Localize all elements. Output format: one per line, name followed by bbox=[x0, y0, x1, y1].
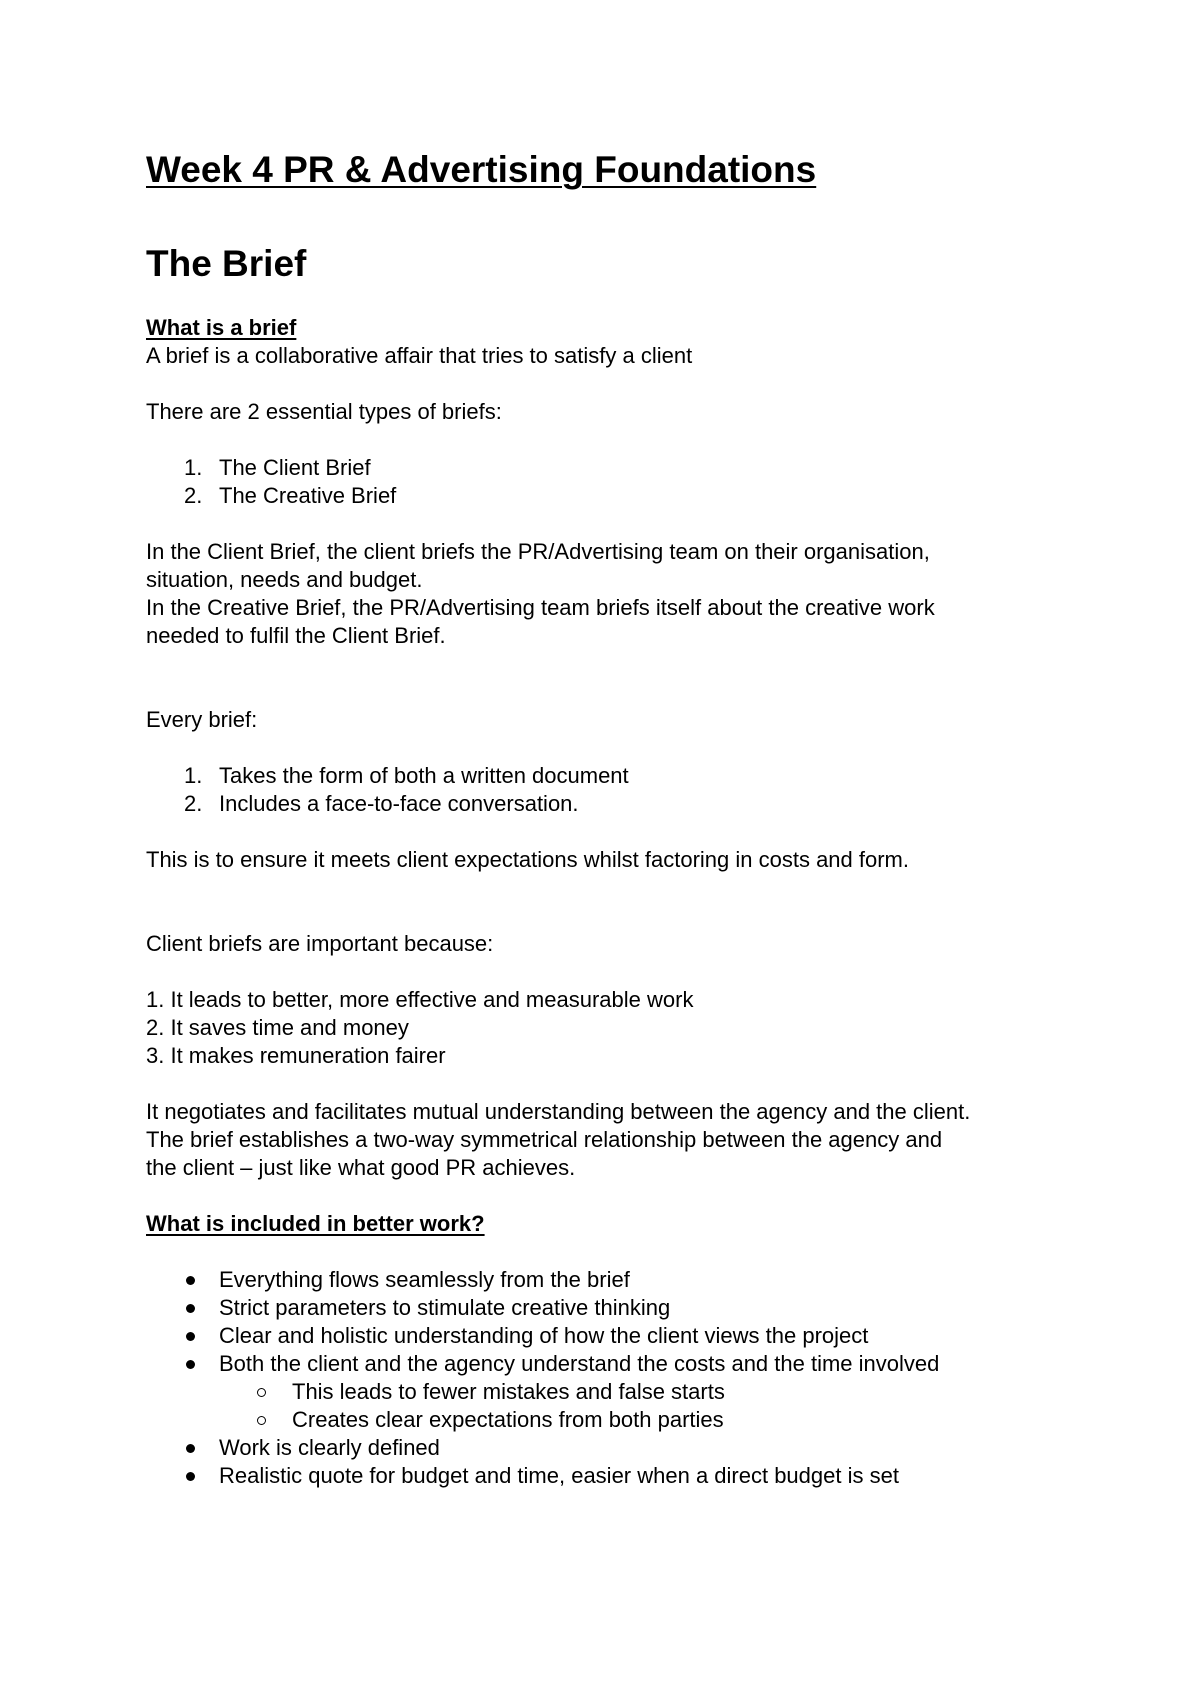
brief-definition: A brief is a collaborative affair that tries to satisfy a client bbox=[146, 343, 693, 368]
bullet-icon bbox=[186, 1332, 195, 1341]
paragraph-line: needed to fulfil the Client Brief. bbox=[146, 623, 446, 648]
hollow-bullet-icon bbox=[257, 1416, 266, 1425]
paragraph-line: the client – just like what good PR achieves. bbox=[146, 1155, 576, 1180]
paragraph-line: situation, needs and budget. bbox=[146, 567, 423, 592]
every-brief-intro: Every brief: bbox=[146, 707, 258, 732]
paragraph-line: In the Creative Brief, the PR/Advertising team briefs itself about the creative work bbox=[146, 595, 935, 620]
bullet-icon bbox=[186, 1360, 195, 1369]
importance-intro: Client briefs are important because: bbox=[146, 931, 494, 956]
types-intro: There are 2 essential types of briefs: bbox=[146, 399, 502, 424]
paragraph-line: The brief establishes a two-way symmetrical relationship between the agency and bbox=[146, 1127, 943, 1152]
paragraph-line: It negotiates and facilitates mutual understanding between the agency and the client. bbox=[146, 1099, 971, 1124]
document-title: Week 4 PR & Advertising Foundations bbox=[146, 149, 817, 190]
what-is-brief-heading: What is a brief bbox=[146, 315, 297, 340]
hollow-bullet-icon bbox=[257, 1388, 266, 1397]
paragraph-line: In the Client Brief, the client briefs the PR/Advertising team on their organisation, bbox=[146, 539, 930, 564]
bullet-icon bbox=[186, 1472, 195, 1481]
section-heading: The Brief bbox=[146, 243, 307, 284]
ensure-text: This is to ensure it meets client expectations whilst factoring in costs and form. bbox=[146, 847, 909, 872]
better-work-heading: What is included in better work? bbox=[146, 1211, 485, 1236]
bullet-icon bbox=[186, 1444, 195, 1453]
bullet-icon bbox=[186, 1304, 195, 1313]
bullet-icon bbox=[186, 1276, 195, 1285]
importance-list-item: 2. It saves time and money bbox=[146, 1015, 409, 1040]
importance-list-item: 1. It leads to better, more effective and measurable work bbox=[146, 987, 694, 1012]
importance-list-item: 3. It makes remuneration fairer bbox=[146, 1043, 446, 1068]
